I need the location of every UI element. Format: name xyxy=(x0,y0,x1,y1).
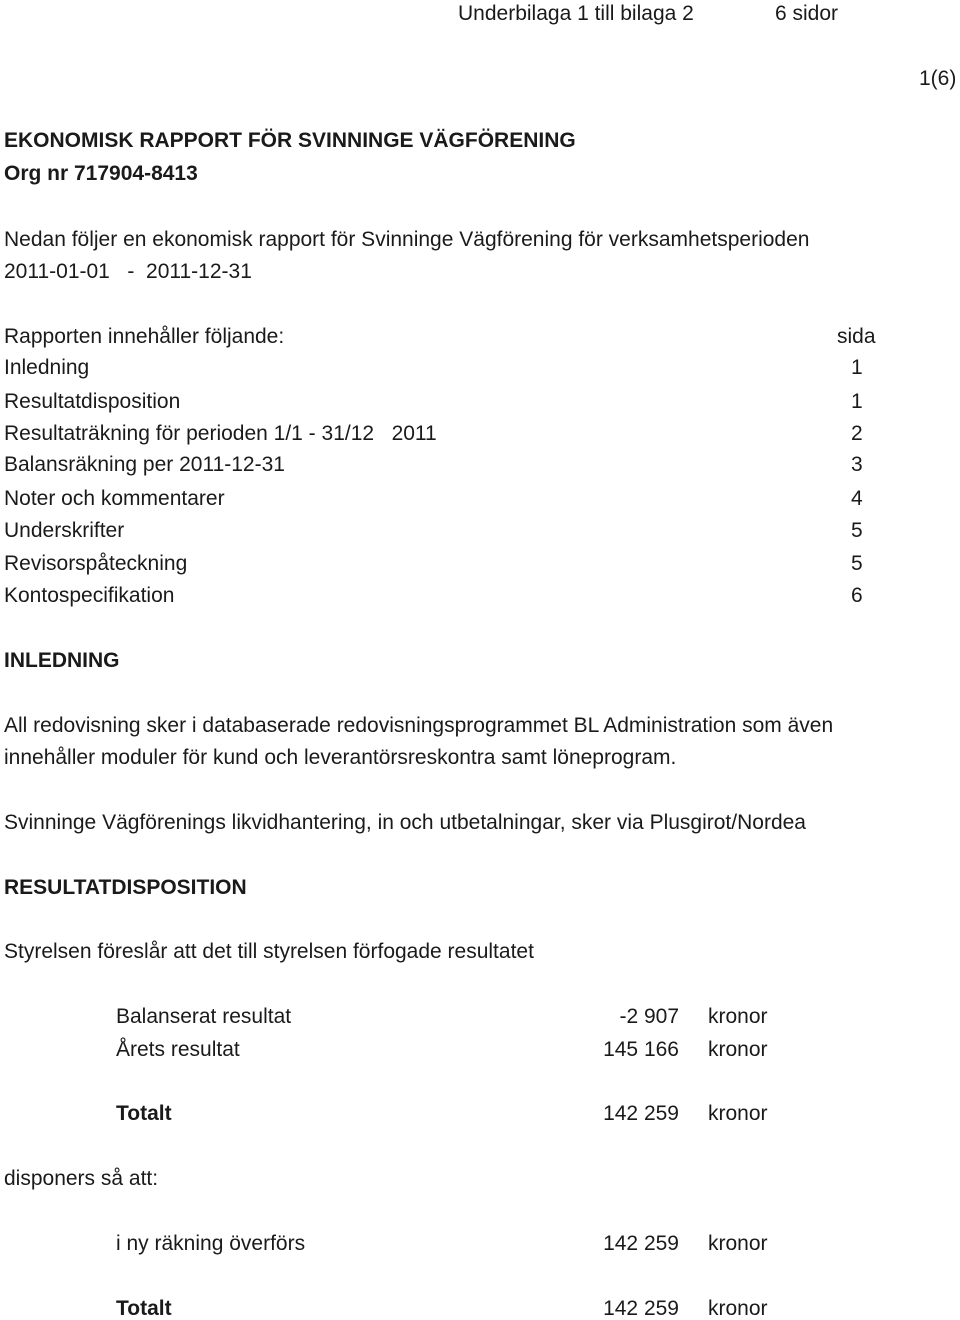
contents-heading: Rapporten innehåller följande: xyxy=(4,325,285,348)
contents-item-label: Noter och kommentarer xyxy=(4,487,225,510)
contents-item-label: Kontospecifikation xyxy=(4,584,175,607)
contents-item-label: Underskrifter xyxy=(4,519,125,542)
contents-item-page: 5 xyxy=(851,552,863,575)
attachment-label: Underbilaga 1 till bilaga 2 xyxy=(458,2,694,25)
contents-item-label: Resultaträkning för perioden 1/1 - 31/12 2011 xyxy=(4,422,437,445)
disposal-total-unit: kronor xyxy=(708,1297,768,1320)
result-row-label: Balanserat resultat xyxy=(116,1005,292,1028)
result-row-unit: kronor xyxy=(708,1005,768,1028)
contents-item-page: 5 xyxy=(851,519,863,542)
result-total-unit: kronor xyxy=(708,1102,768,1125)
page-number: 1(6) xyxy=(919,67,957,90)
org-number: Org nr 717904-8413 xyxy=(4,162,198,185)
disposal-heading: disponers så att: xyxy=(4,1167,159,1190)
inledning-payments-text: Svinninge Vägförenings likvidhantering, in och utbetalningar, sker via Plusgirot/Nordea xyxy=(4,811,806,834)
result-total-amount: 142 259 xyxy=(603,1102,679,1125)
result-row-amount: 145 166 xyxy=(603,1038,679,1061)
contents-item-page: 1 xyxy=(851,356,863,379)
disposal-total-label: Totalt xyxy=(116,1297,172,1320)
contents-item-label: Resultatdisposition xyxy=(4,390,181,413)
report-title: EKONOMISK RAPPORT FÖR SVINNINGE VÄGFÖRENING xyxy=(4,129,576,152)
contents-item-page: 3 xyxy=(851,453,863,476)
contents-item-page: 6 xyxy=(851,584,863,607)
contents-item-label: Revisorspåteckning xyxy=(4,552,188,575)
contents-item-page: 4 xyxy=(851,487,863,510)
intro-period: 2011-01-01 - 2011-12-31 xyxy=(4,260,252,283)
result-row-unit: kronor xyxy=(708,1038,768,1061)
contents-item-page: 1 xyxy=(851,390,863,413)
inledning-text-line-1: All redovisning sker i databaserade redovisningsprogrammet BL Administration som även xyxy=(4,714,834,737)
result-total-label: Totalt xyxy=(116,1102,172,1125)
page-count: 6 sidor xyxy=(775,2,839,25)
disposal-row-amount: 142 259 xyxy=(603,1232,679,1255)
intro-line-1: Nedan följer en ekonomisk rapport för Svinninge Vägförening för verksamhetsperioden xyxy=(4,228,810,251)
section-heading-inledning: INLEDNING xyxy=(4,649,120,672)
contents-page-header: sida xyxy=(837,325,876,348)
disposal-total-amount: 142 259 xyxy=(603,1297,679,1320)
disposal-row-unit: kronor xyxy=(708,1232,768,1255)
result-row-amount: -2 907 xyxy=(619,1005,679,1028)
contents-item-label: Inledning xyxy=(4,356,90,379)
result-row-label: Årets resultat xyxy=(116,1038,240,1061)
contents-item-label: Balansräkning per 2011-12-31 xyxy=(4,453,285,476)
contents-item-page: 2 xyxy=(851,422,863,445)
section-heading-resultatdisposition: RESULTATDISPOSITION xyxy=(4,876,247,899)
inledning-text-line-2: innehåller moduler för kund och leverantörsreskontra samt löneprogram. xyxy=(4,746,677,769)
disposal-row-label: i ny räkning överförs xyxy=(116,1232,306,1255)
board-proposal-text: Styrelsen föreslår att det till styrelsen förfogade resultatet xyxy=(4,940,534,963)
